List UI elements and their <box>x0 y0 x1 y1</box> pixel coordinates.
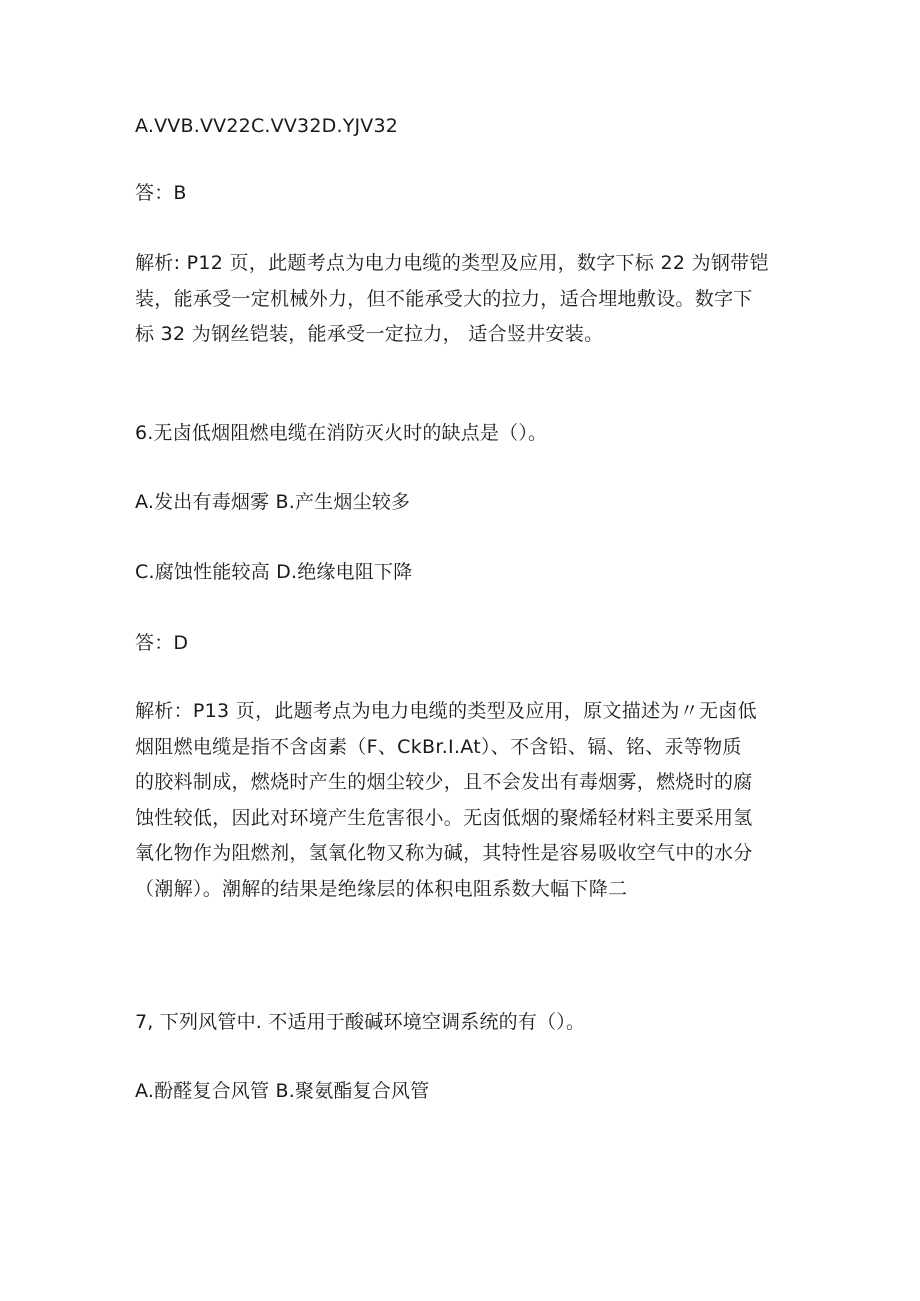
q5-analysis-line: 解析: P12 页，此题考点为电力电缆的类型及应用，数字下标 22 为钢带铠 <box>135 252 769 274</box>
q7-option-ab: A.酚醛复合风管 B.聚氨酯复合风管 <box>135 1080 430 1102</box>
q5-analysis-line: 装，能承受一定机械外力，但不能承受大的拉力，适合埋地敷设。数字下 <box>135 287 753 310</box>
q5-analysis <box>135 246 795 353</box>
q7-question: 7, 下列风管中. 不适用于酸碱环境空调系统的有（）。 <box>135 1011 586 1033</box>
q5-options: A.VVB.VV22C.VV32D.YJV32 <box>135 115 399 137</box>
q6-option-ab: A.发出有毒烟雾 B.产生烟尘较多 <box>135 491 411 513</box>
q6-analysis-line: （潮解）。潮解的结果是绝缘层的体积电阻系数大幅下降二 <box>135 877 628 900</box>
q6-analysis-line: 烟阻燃电缆是指不含卤素（F、CkBr.I.At）、不含铅、镉、铭、汞等物质 <box>135 735 742 758</box>
q6-analysis-line: 解析：P13 页，此题考点为电力电缆的类型及应用，原文描述为〃无卤低 <box>135 700 757 722</box>
q5-answer: 答：B <box>135 182 187 204</box>
q6-analysis-line: 氧化物作为阻燃剂，氢氧化物又称为碱，其特性是容易吸收空气中的水分 <box>135 842 753 864</box>
q6-question: 6.无卤低烟阻燃电缆在消防灭火时的缺点是（）。 <box>135 422 548 444</box>
q5-analysis-line: 标 32 为钢丝铠装，能承受一定拉力， 适合竖井安装。 <box>135 323 604 345</box>
q6-analysis-line: 蚀性较低，因此对环境产生危害很小。无卤低烟的聚烯轻材料主要采用氢 <box>135 806 753 829</box>
q6-answer: 答：D <box>135 632 189 654</box>
q6-option-cd: C.腐蚀性能较高 D.绝缘电阻下降 <box>135 561 413 583</box>
q6-analysis-line: 的胶料制成，燃烧时产生的烟尘较少，且不会发出有毒烟雾，燃烧时的腐 <box>135 771 753 793</box>
q6-analysis <box>135 694 795 907</box>
